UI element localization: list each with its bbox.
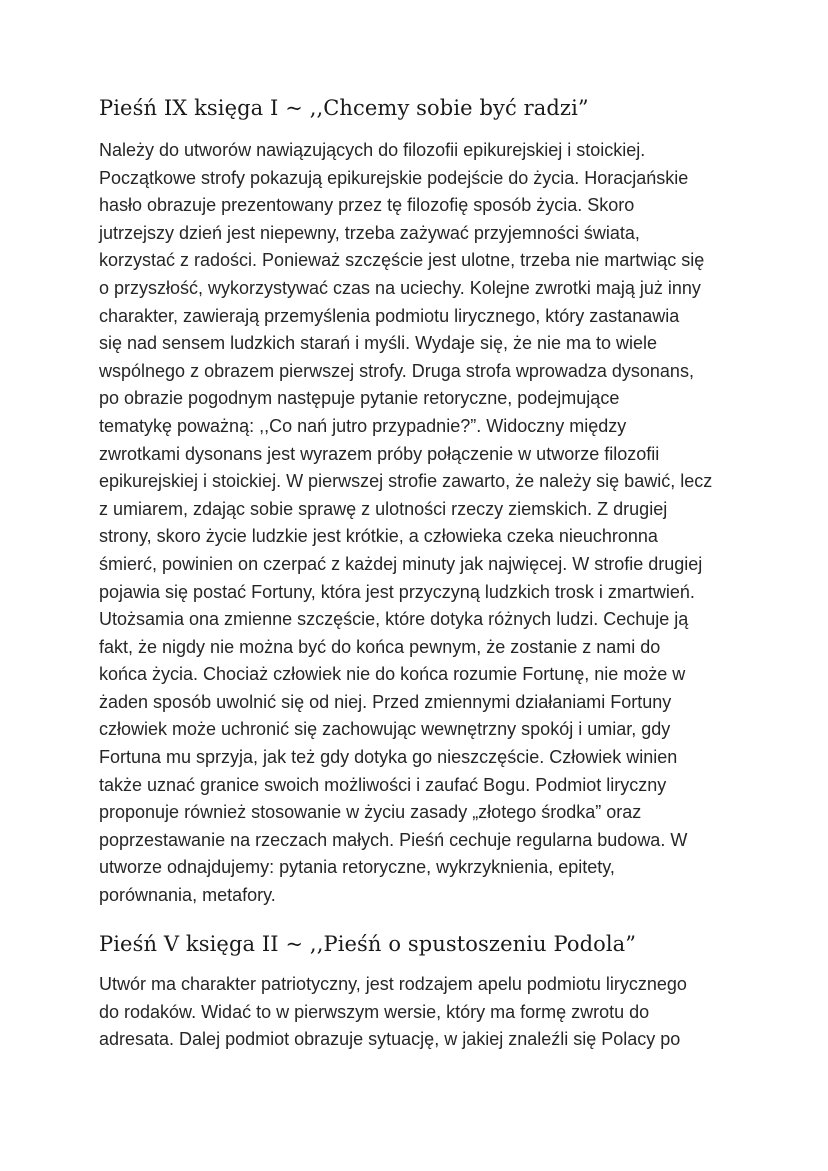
section-paragraph [99,971,687,1054]
text-line: jutrzejszy dzień jest niepewny, trzeba zażywać przyjemności świata, [99,222,640,243]
text-line: tematykę poważną: ,,Co nań jutro przypadnie?”. Widoczny między [99,415,627,436]
text-line: adresata. Dalej podmiot obrazuje sytuację, w jakiej znaleźli się Polacy po [99,1029,681,1050]
text-line: strony, skoro życie ludzkie jest krótkie, a człowieka czeka nieuchronna [99,526,658,547]
text-line: proponuje również stosowanie w życiu zasady „złotego środka” oraz [99,802,642,823]
text-line: wspólnego z obrazem pierwszej strofy. Druga strofa wprowadza dysonans, [99,360,694,381]
text-line: zwrotkami dysonans jest wyrazem próby połączenie w utworze filozofii [99,443,660,464]
text-line: z umiarem, zdając sobie sprawę z ulotności rzeczy ziemskich. Z drugiej [99,498,668,519]
text-line: fakt, że nigdy nie można być do końca pewnym, że zostanie z nami do [99,636,661,657]
text-line: Fortuna mu sprzyja, jak też gdy dotyka go nieszczęście. Człowiek winien [99,747,678,768]
text-line: korzystać z radości. Ponieważ szczęście jest ulotne, trzeba nie martwiąc się [99,250,705,271]
text-line: o przyszłość, wykorzystywać czas na uciechy. Kolejne zwrotki mają już inny [99,277,701,298]
section-heading: Pieśń IX księga I ~ ,,Chcemy sobie być radzi” [99,96,589,120]
text-line: końca życia. Chociaż człowiek nie do końca rozumie Fortunę, nie może w [99,664,686,685]
text-line: Utwór ma charakter patriotyczny, jest rodzajem apelu podmiotu lirycznego [99,974,687,994]
text-line: także uznać granice swoich możliwości i zaufać Bogu. Podmiot liryczny [99,774,667,795]
text-line: śmierć, powinien on czerpać z każdej minuty jak najwięcej. W strofie drugiej [99,553,703,574]
text-line: utworze odnajdujemy: pytania retoryczne, wykrzyknienia, epitety, [99,857,615,878]
text-line: się nad sensem ludzkich starań i myśli. Wydaje się, że nie ma to wiele [99,333,658,354]
text-line: żaden sposób uwolnić się od niej. Przed zmiennymi działaniami Fortuny [99,691,672,712]
text-line: poprzestawanie na rzeczach małych. Pieśń cechuje regularna budowa. W [99,829,688,850]
text-line: pojawia się postać Fortuny, która jest przyczyną ludzkich trosk i zmartwień. [99,581,695,602]
text-line: hasło obrazuje prezentowany przez tę filozofię sposób życia. Skoro [99,195,635,216]
text-line: Utożsamia ona zmienne szczęście, które dotyka różnych ludzi. Cechuje ją [99,609,689,630]
text-line: charakter, zawierają przemyślenia podmiotu lirycznego, który zastanawia [99,305,680,326]
text-line: do rodaków. Widać to w pierwszym wersie, który ma formę zwrotu do [99,1001,650,1022]
text-line: po obrazie pogodnym następuje pytanie retoryczne, podejmujące [99,388,620,409]
text-line: porównania, metafory. [99,885,276,906]
text-line: epikurejskiej i stoickiej. W pierwszej strofie zawarto, że należy się bawić, lecz [99,471,713,492]
section-paragraph [99,137,712,910]
text-line: Należy do utworów nawiązujących do filozofii epikurejskiej i stoickiej. [99,140,646,160]
text-line: człowiek może uchronić się zachowując wewnętrzny spokój i umiar, gdy [99,719,671,740]
section-heading: Pieśń V księga II ~ ,,Pieśń o spustoszeniu Podola” [99,932,637,956]
text-line: Początkowe strofy pokazują epikurejskie podejście do życia. Horacjańskie [99,167,689,188]
